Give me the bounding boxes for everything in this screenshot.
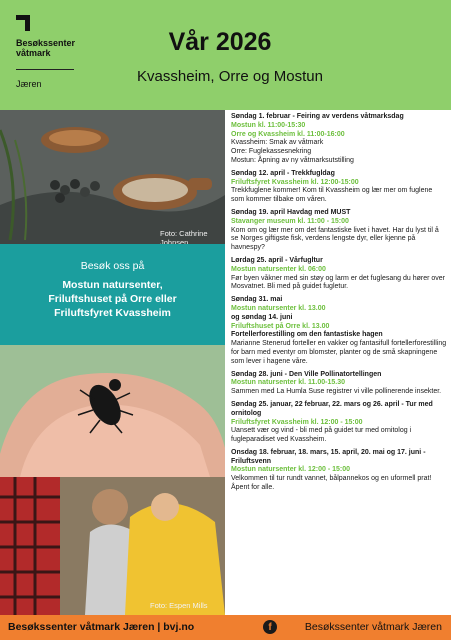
footer-website-link[interactable]: Besøkssenter våtmark Jæren | bvj.no xyxy=(8,621,195,633)
event-title: Søndag 28. juni - Den Ville Pollinatortellingen xyxy=(231,370,382,378)
event-description: Orre: Fuglekassesnekring xyxy=(231,148,312,156)
logo-divider xyxy=(16,69,74,70)
event-description: Kom om og lær mer om det fantastiske livet i havet. Har du lyst til å se Norges giftigste fisk, verdens lengste dyr, eller kjenne på havnespy? xyxy=(231,226,439,252)
photo-bowls xyxy=(0,110,225,244)
event-description: Kvassheim: Smak av våtmark xyxy=(231,139,324,147)
event-description: Velkommen til tur rundt vannet, bålpannekos og en uformell prat! Åpent for alle. xyxy=(231,475,432,492)
photo-beetle xyxy=(0,345,225,477)
visit-location-kvassheim: Friluftsfyret Kvassheim xyxy=(54,307,171,319)
photo-credit: Foto: Cathrine Johnsen xyxy=(160,229,208,244)
logo-name-line2: våtmark xyxy=(16,48,51,58)
event-location: Mostun natursenter kl. 11.00-15.30 xyxy=(231,379,345,387)
logo-icon xyxy=(16,15,30,31)
event-title: Søndag 12. april - Trekkfugldag xyxy=(231,169,335,177)
event-title: Onsdag 18. februar, 18. mars, 15. april, 20. mai og 17. juni - Friluftsvenn xyxy=(231,448,426,465)
event-location: Mostun natursenter kl. 06:00 xyxy=(231,265,326,273)
event-description: Uansett vær og vind - bli med på guidet tur med ornitolog i fugleparadiset ved Kvassheim. xyxy=(231,427,412,444)
event-location: Mostun natursenter kl. 13.00 xyxy=(231,304,326,312)
visit-location-orre: Friluftshuset på Orre eller xyxy=(48,293,177,305)
event-location: Stavanger museum kl. 11:00 - 15:00 xyxy=(231,217,349,225)
event-title: og søndag 14. juni xyxy=(231,313,293,321)
visit-banner xyxy=(0,244,225,345)
event-item xyxy=(231,209,447,253)
event-item xyxy=(231,371,447,397)
logo-name-line1: Besøkssenter xyxy=(16,38,76,48)
event-description: Før byen våkner med sin støy og larm er det fuglesang du hører over Mosvatnet. Bli med på guidet fugletur. xyxy=(231,274,445,291)
visit-intro: Besøk oss på xyxy=(80,260,145,272)
header xyxy=(0,0,451,110)
event-title: Søndag 1. februar - Feiring av verdens våtmarksdag xyxy=(231,113,404,120)
photo-children xyxy=(0,477,225,615)
footer-facebook-link[interactable]: Besøkssenter våtmark Jæren xyxy=(304,621,442,633)
event-description: Mostun: Åpning av ny våtmarksutstilling xyxy=(231,156,354,164)
event-item xyxy=(231,113,447,166)
event-item xyxy=(231,257,447,292)
visit-locations xyxy=(0,278,225,320)
event-title: Søndag 25. januar, 22 februar, 22. mars og 26. april - Tur med ornitolog xyxy=(231,400,433,417)
beetle-illustration xyxy=(0,345,225,477)
event-description: Sammen med La Humla Suse registrer vi ville pollinerende insekter. xyxy=(231,388,442,396)
event-title: Lørdag 25. april - Vårfugltur xyxy=(231,256,323,264)
event-title: Søndag 31. mai xyxy=(231,296,283,304)
photo-credit: Foto: Espen Mills xyxy=(150,601,208,610)
event-list xyxy=(231,113,447,497)
facebook-icon[interactable]: f xyxy=(263,620,277,634)
logo-place: Jæren xyxy=(16,79,42,89)
children-illustration xyxy=(0,477,225,615)
event-item xyxy=(231,170,447,205)
event-location: Orre og Kvassheim kl. 11:00-16:00 xyxy=(231,130,345,138)
event-item xyxy=(231,401,447,445)
event-item xyxy=(231,296,447,366)
event-description: Trekkfuglene kommer! Kom til Kvassheim og lær mer om fuglene som kommer tilbake om våren. xyxy=(231,187,433,204)
logo-name xyxy=(16,38,75,58)
event-location: Friluftsfyret Kvassheim kl. 12:00-15:00 xyxy=(231,178,359,186)
footer xyxy=(0,615,451,640)
event-location: Mostun natursenter kl. 12:00 - 15:00 xyxy=(231,466,351,474)
event-location: Friluftshuset på Orre kl. 13.00 xyxy=(231,322,330,330)
event-description: Marianne Stenerud forteller en vakker og fantasifull fortellerforestilling for barn med eventyr om blomster, planter og de små skapningene som lever i hagene våre. xyxy=(231,340,447,365)
visit-location-mostun: Mostun natursenter, xyxy=(62,279,163,291)
event-title: Søndag 19. april Havdag med MUST xyxy=(231,208,351,216)
page-subtitle: Kvassheim, Orre og Mostun xyxy=(137,68,323,85)
event-location: Friluftsfyret Kvassheim kl. 12:00 - 15:00 xyxy=(231,418,363,426)
page-title: Vår 2026 xyxy=(168,28,272,56)
event-location: Mostun kl. 11:00-15:30 xyxy=(231,121,306,129)
event-subtitle: Fortellerforestilling om den fantastiske hagen xyxy=(231,331,383,339)
bowls-illustration xyxy=(0,110,225,244)
event-item xyxy=(231,449,447,493)
